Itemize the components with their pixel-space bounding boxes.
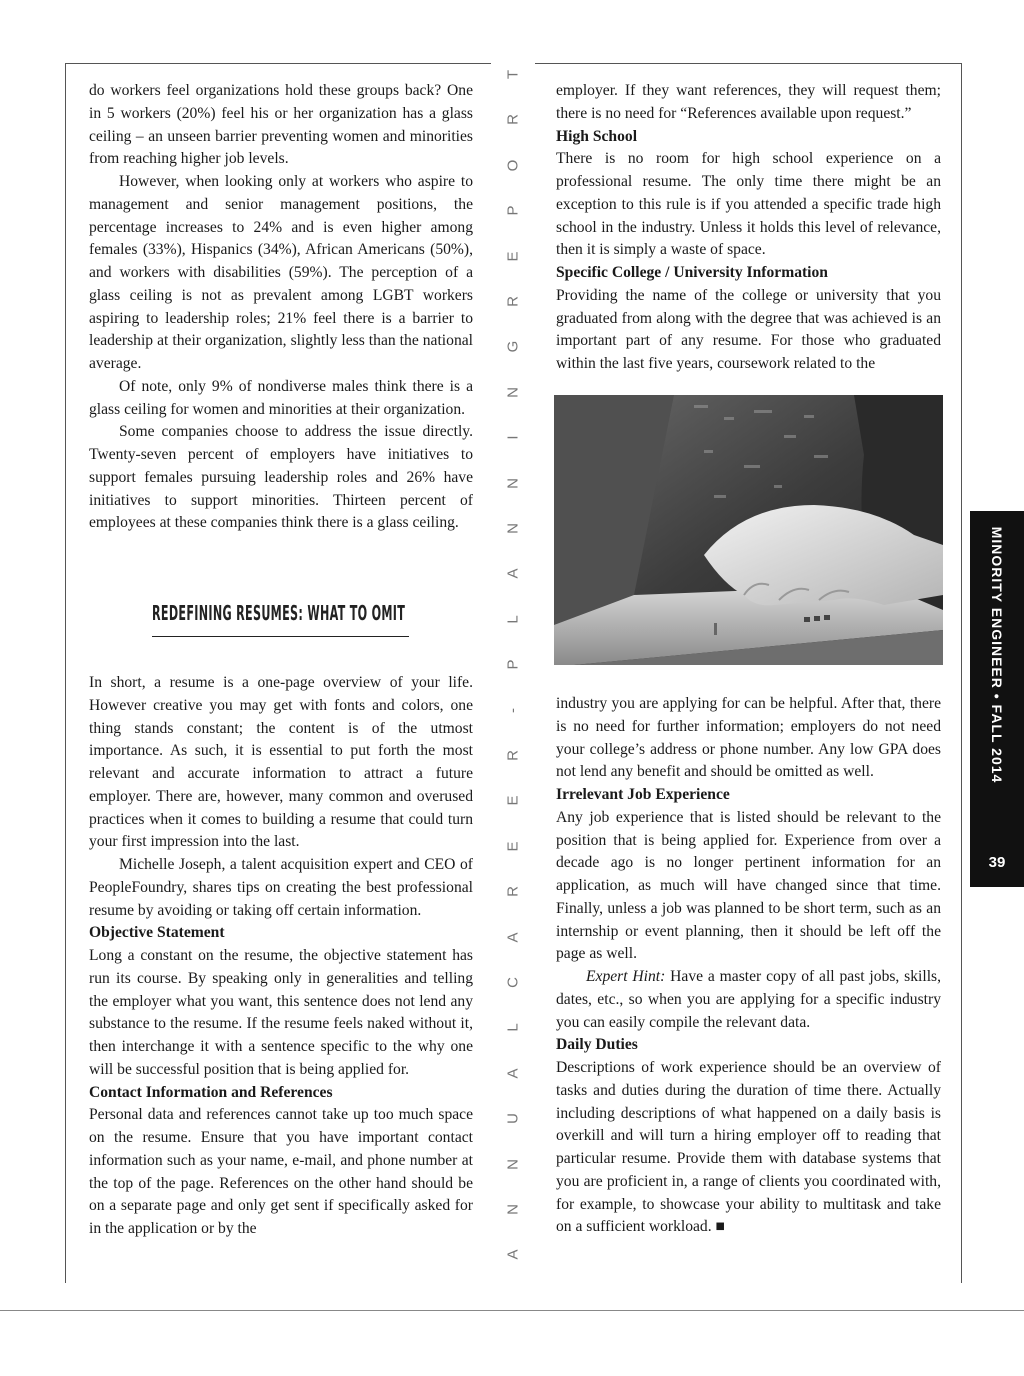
right-column-top xyxy=(556,80,941,376)
banner-letter: R xyxy=(504,114,522,126)
section-title-rule xyxy=(152,636,409,637)
left-frame-top xyxy=(65,63,491,64)
paragraph: Personal data and references cannot take up too much space on the resume. Ensure that you have important contact information such as your name, e-mail, and phone number at the top of the page. References on the other hand should be on a separate page and only get sent if specifically asked for in the application or by the xyxy=(89,1106,473,1237)
expert-hint-paragraph xyxy=(556,966,941,1034)
left-column-bottom xyxy=(89,672,473,1241)
right-frame-top xyxy=(535,63,962,64)
banner-letter: N xyxy=(504,523,522,534)
banner-letter: C xyxy=(504,977,522,988)
paragraph: Michelle Joseph, a talent acquisition expert and CEO of PeopleFoundry, shares tips on creating the best professional resume by avoiding or taking off certain information. xyxy=(89,856,473,919)
banner-letter: R xyxy=(504,750,522,761)
subheading-college: Specific College / University Information xyxy=(556,264,828,281)
vertical-banner xyxy=(491,60,535,1288)
subheading-job-experience: Irrelevant Job Experience xyxy=(556,786,730,803)
bottom-rule xyxy=(0,1310,1024,1311)
paragraph: Any job experience that is listed should be relevant to the position that is being applied for. Experience from over a decade ago is no longer pertinent information for an application, as much will have changed since that time. Finally, unless a job was planned to be short term, such as an internship or event planning, then it should be left off the page as well. xyxy=(556,808,941,963)
paragraph: Descriptions of work experience should be an overview of tasks and duties during the duration of time there. Actually including descriptions of what happened on a daily basis is overkill and will turn a hiring employer off to reading that particular resume. Provide them with database systems that you are proficient in, a range of clients you coordinated with, for example, to showcase your ability to multitask and take on a sufficient workload. ■ xyxy=(556,1059,941,1236)
banner-letter: E xyxy=(504,841,522,852)
banner-letter: A xyxy=(504,568,522,579)
page-number: 39 xyxy=(988,854,1006,871)
subheading-daily-duties: Daily Duties xyxy=(556,1036,638,1054)
banner-letter: A xyxy=(504,932,522,943)
banner-letter: E xyxy=(504,251,522,262)
subheading-contact: Contact Information and References xyxy=(89,1083,333,1101)
banner-letter: R xyxy=(504,296,522,307)
banner-letter: I xyxy=(504,435,522,440)
left-column-top xyxy=(89,80,473,535)
paragraph: There is no room for high school experience on a professional resume. The only time there might be an exception to this rule is if you attended a specific trade high school in the industry. Unless it holds this level of relevance, then it is simply a waste of space. xyxy=(556,150,941,259)
banner-letter: N xyxy=(504,477,522,489)
paragraph: Some companies choose to address the issue directly. Twenty-seven percent of employers have initiatives to support females pursuing leadership roles and 26% have initiatives to support minorities. Thirteen percent of employees at these companies think there is a glass ceiling. xyxy=(89,423,473,532)
banner-letter: L xyxy=(504,615,522,624)
paragraph: do workers feel organizations hold these groups back? One in 5 workers (20%) feel his or her organization has a glass ceiling – an unseen barrier preventing women and minorities from reaching higher job levels. xyxy=(89,82,473,168)
hands-on-laptop-photo xyxy=(554,395,943,665)
paragraph: Providing the name of the college or university that you graduated from along with the degree that was achieved is an important part of any resume. For those who graduated within the last five years, coursework related to the xyxy=(556,286,941,372)
banner-letter: O xyxy=(504,159,522,172)
paragraph: In short, a resume is a one-page overview of your life. However creative you may get with fonts and colors, one thing stands constant; the content is of the utmost importance. As such, it is essential to put forth the most relevant and accurate information to attract a future employer. There are, however, many common and overused practices when it comes to building a resume that could turn your first impression into the last. xyxy=(89,674,473,851)
paragraph: Long a constant on the resume, the objective statement has run its course. By speaking only in generalities and telling the employer what you want, this sentence does not lend any substance to the resume. If the resume feels naked without it, then interchange it with a sentence specific to the why one will be successful position that is being applied for. xyxy=(89,947,473,1078)
paragraph: Of note, only 9% of nondiverse males think there is a glass ceiling for women and minorities at their organization. xyxy=(89,377,473,418)
banner-letter: N xyxy=(504,386,522,398)
banner-letter: P xyxy=(504,205,522,216)
paragraph: employer. If they want references, they will request them; there is no need for “References available upon request.” xyxy=(556,82,941,122)
subheading-high-school: High School xyxy=(556,127,638,145)
paragraph: However, when looking only at workers who aspire to management and senior management positions, the percentage increases to 24% and is even higher among females (33%), Hispanics (34%), African Americans (50%), and workers with disabilities (59%). The perception of a glass ceiling is not as prevalent among LGBT workers aspiring to leadership roles; 21% feel there is a barrier to leadership at their organization, slightly less than the national average. xyxy=(89,173,473,372)
banner-letter: R xyxy=(504,886,522,898)
banner-letter: U xyxy=(504,1113,522,1125)
paragraph: industry you are applying for can be helpful. After that, there is no need for further information; employers do not need your college’s address or phone number. Any low GPA does not lend any benefit and should be omitted as well. xyxy=(556,695,941,781)
expert-hint-text: Have a master copy of all past jobs, skills, dates, etc., so when you are applying for a specific industry you can easily compile the relevant data. xyxy=(556,968,941,1031)
banner-letter: L xyxy=(504,1023,522,1033)
banner-letter: A xyxy=(504,1249,522,1260)
banner-letter: A xyxy=(504,1068,522,1079)
banner-letter: E xyxy=(504,795,522,806)
banner-letter: - xyxy=(504,707,522,713)
banner-letter: N xyxy=(504,1158,522,1170)
side-tab-text: MINORITY ENGINEER • FALL 2014 xyxy=(989,526,1005,784)
banner-letter: N xyxy=(504,1204,522,1215)
section-title: REDEFINING RESUMES: WHAT TO OMIT xyxy=(152,601,406,625)
banner-letter: T xyxy=(504,69,522,80)
expert-hint-label: Expert Hint: xyxy=(586,968,666,985)
subheading-objective: Objective Statement xyxy=(89,924,225,942)
banner-letter: G xyxy=(504,341,522,353)
left-frame-side xyxy=(65,63,66,1283)
right-column-bottom xyxy=(556,693,941,1239)
right-frame-side xyxy=(961,63,962,1283)
banner-letter: P xyxy=(504,659,522,670)
